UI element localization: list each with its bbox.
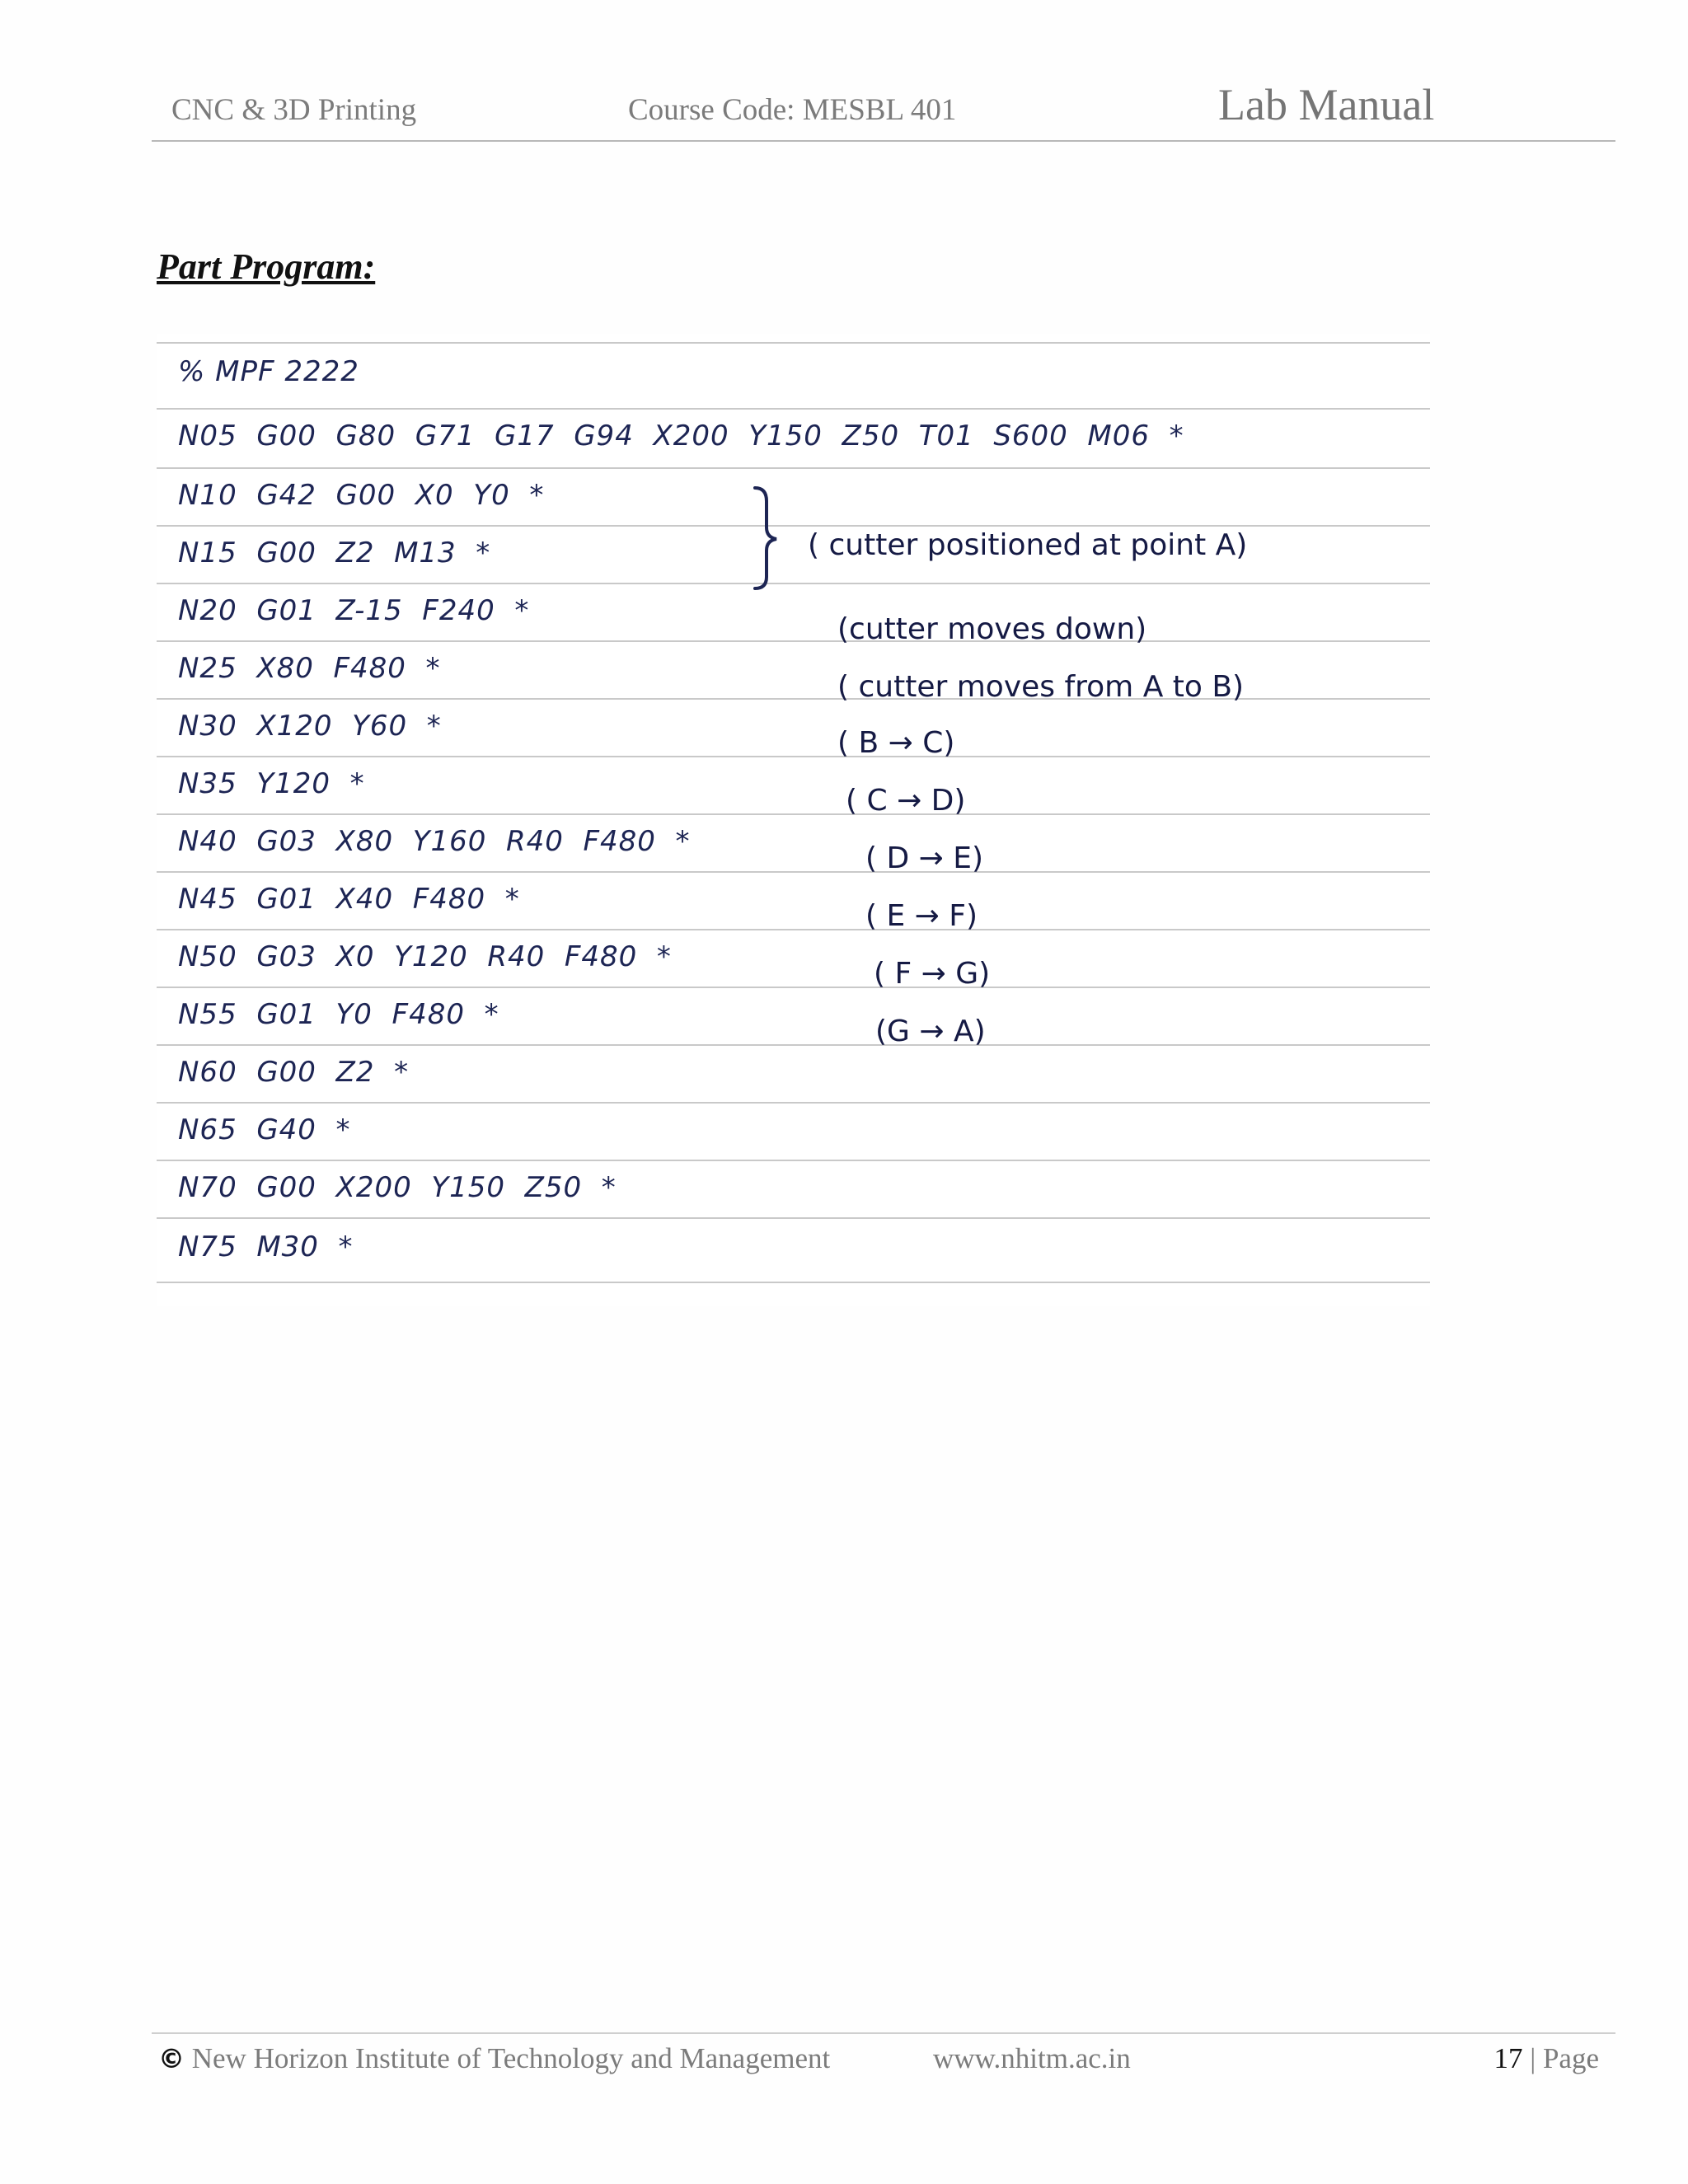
header-subject: CNC & 3D Printing: [171, 93, 417, 127]
bracket-comment: ( cutter positioned at point A): [808, 528, 1248, 562]
copyright-icon: ©: [158, 2043, 185, 2074]
part-program-sheet: [157, 334, 1430, 1306]
institute-name: New Horizon Institute of Technology and Management: [191, 2042, 831, 2074]
program-block: N40 G03 X80 Y160 R40 F480 *: [178, 825, 691, 858]
program-block: N25 X80 F480 *: [178, 652, 441, 685]
program-block: N35 Y120 *: [178, 767, 365, 800]
footer-institute: [158, 2042, 830, 2075]
ruled-line: [157, 408, 1430, 410]
header-doc-type: Lab Manual: [1218, 80, 1435, 129]
program-block: N20 G01 Z-15 F240 *: [178, 594, 530, 627]
ruled-line: [157, 1282, 1430, 1283]
block-comment: ( C → D): [846, 784, 966, 818]
block-comment: ( B → C): [837, 726, 955, 760]
program-block: N05 G00 G80 G71 G17 G94 X200 Y150 Z50 T01 S600 M06 *: [178, 419, 1184, 452]
block-comment: ( D → E): [865, 841, 984, 875]
header-course-code: Course Code: MESBL 401: [628, 93, 957, 127]
block-comment: ( cutter moves from A to B): [837, 670, 1245, 704]
block-comment: ( E → F): [865, 899, 978, 933]
program-block: N10 G42 G00 X0 Y0 *: [178, 479, 545, 512]
program-block: N70 G00 X200 Y150 Z50 *: [178, 1171, 617, 1204]
program-block: N60 G00 Z2 *: [178, 1056, 410, 1089]
program-block: N15 G00 Z2 M13 *: [178, 537, 491, 569]
program-block: N45 G01 X40 F480 *: [178, 883, 520, 916]
block-comment: ( F → G): [874, 957, 991, 991]
program-block: N75 M30 *: [178, 1230, 354, 1263]
section-title: Part Program:: [157, 246, 376, 287]
page-label: | Page: [1530, 2042, 1599, 2074]
page-header: [152, 82, 1615, 142]
program-id: % MPF 2222: [178, 355, 359, 388]
page-number: 17: [1493, 2042, 1523, 2074]
block-comment: (cutter moves down): [837, 612, 1147, 646]
page-footer: [152, 2032, 1615, 2083]
ruled-line: [157, 342, 1430, 344]
block-comment: (G → A): [875, 1015, 986, 1048]
program-block: N30 X120 Y60 *: [178, 710, 442, 743]
program-block: N65 G40 *: [178, 1113, 351, 1146]
footer-page: [1493, 2042, 1599, 2075]
program-block: N55 G01 Y0 F480 *: [178, 998, 499, 1031]
footer-website: www.nhitm.ac.in: [933, 2042, 1131, 2074]
curly-brace: [748, 485, 781, 592]
program-block: N50 G03 X0 Y120 R40 F480 *: [178, 940, 672, 973]
